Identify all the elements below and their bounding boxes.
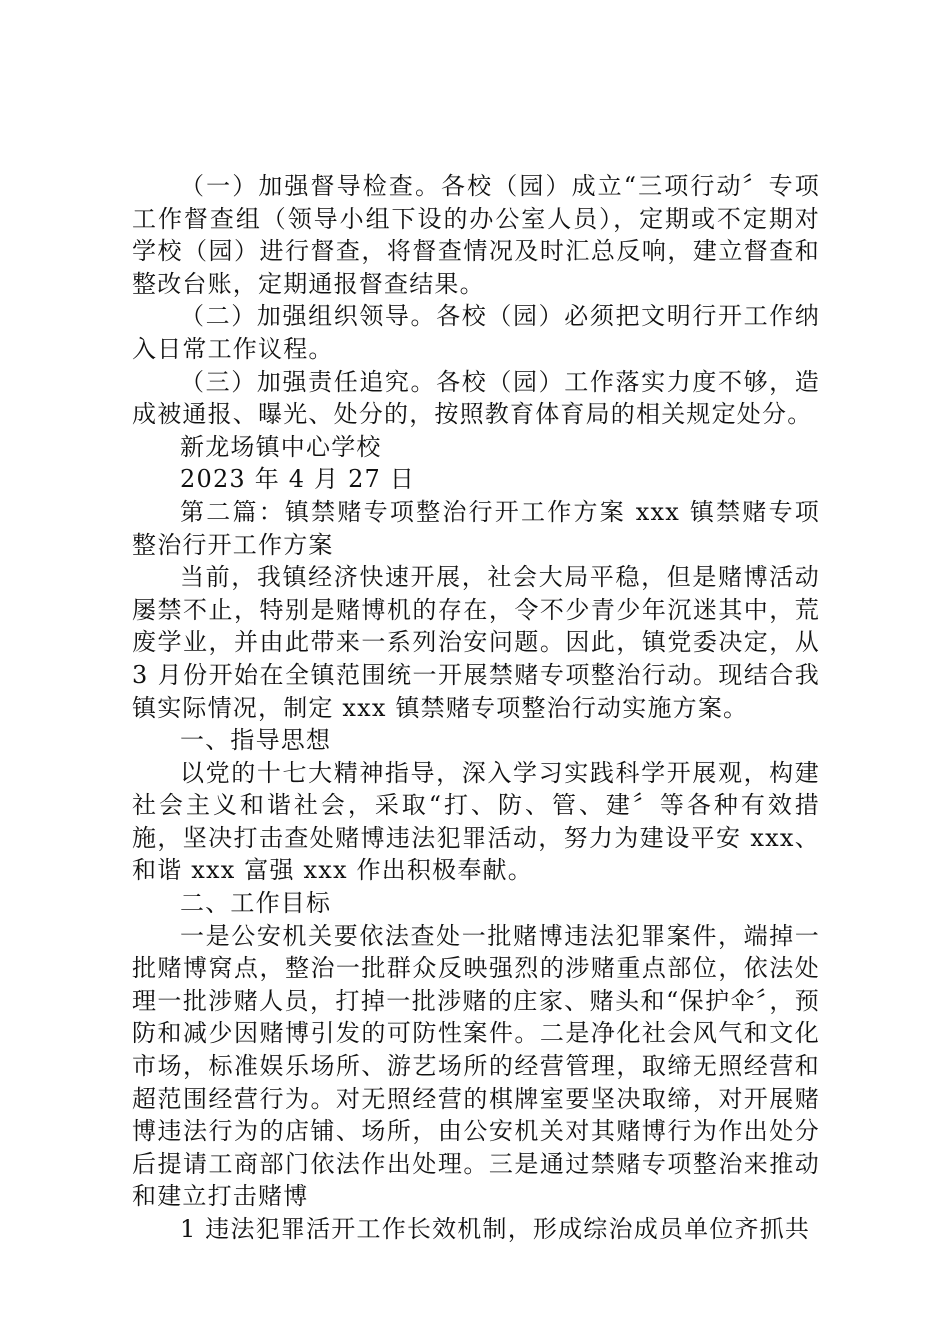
paragraph-supervision: （一）加强督导检查。各校（园）成立“三项行动〞专项工作督查组（领导小组下设的办公室人员），定期或不定期对学校（园）进行督查，将督查情况及时汇总反响，建立督查和整改台账，定期通报督查结果。 [132, 172, 820, 298]
paragraph-guiding-ideology: 以党的十七大精神指导，深入学习实践科学开展观，构建社会主义和谐社会，采取“打、防、管、建〞等各种有效措施，坚决打击查处赌博违法犯罪活动，努力为建设平安 xxx、和谐 xxx 富强 xxx 作出积极奉献。 [132, 758, 820, 885]
section-title-second: 第二篇：镇禁赌专项整治行开工作方案 xxx 镇禁赌专项整治行开工作方案 [132, 497, 820, 559]
signature-school: 新龙场镇中心学校 [180, 432, 382, 461]
document-body [132, 170, 820, 1246]
heading-guiding-ideology: 一、指导思想 [180, 726, 332, 755]
paragraph-leadership: （二）加强组织领导。各校（园）必须把文明行开工作纳入日常工作议程。 [132, 302, 820, 363]
paragraph-background: 当前，我镇经济快速开展，社会大局平稳，但是赌博活动屡禁不止，特别是赌博机的存在，令不少青少年沉迷其中，荒废学业，并由此带来一系列治安问题。因此，镇党委决定，从 3 月份开始在全镇范围统一开展禁赌专项整治行动。现结合我镇实际情况，制定 xxx 镇禁赌专项整治行动实施方案。 [132, 563, 820, 722]
signature-date: 2023 年 4 月 27 日 [180, 465, 416, 494]
paragraph-continuation: 1 违法犯罪活开工作长效机制，形成综治成员单位齐抓共 [180, 1215, 811, 1243]
paragraph-work-goals: 一是公安机关要依法查处一批赌博违法犯罪案件，端掉一批赌博窝点，整治一批群众反映强烈的涉赌重点部位，依法处理一批涉赌人员，打掉一批涉赌的庄家、赌头和“保护伞〞，预防和减少因赌博引发的可防性案件。二是净化社会风气和文化市场，标准娱乐场所、游艺场所的经营管理，取缔无照经营和超范围经营行为。对无照经营的棋牌室要坚决取缔，对开展赌博违法行为的店铺、场所，由公安机关对其赌博行为作出处分后提请工商部门依法作出处理。三是通过禁赌专项整治来推动和建立打击赌博 [132, 921, 820, 1211]
heading-work-goals: 二、工作目标 [180, 889, 332, 918]
paragraph-accountability: （三）加强责任追究。各校（园）工作落实力度不够，造成被通报、曝光、处分的，按照教育体育局的相关规定处分。 [132, 367, 820, 429]
